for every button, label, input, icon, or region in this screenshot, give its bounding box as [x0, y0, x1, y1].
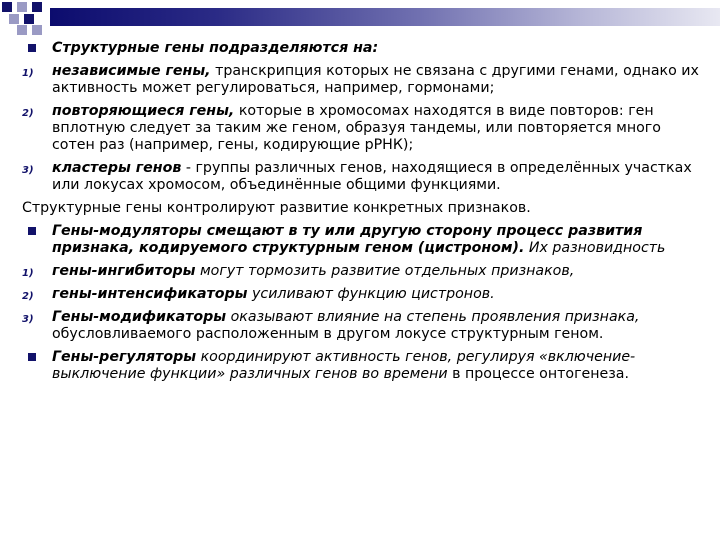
header-gradient-bar: [50, 8, 720, 26]
item-bold-text: кластеры генов: [52, 160, 182, 176]
decor-square: [17, 25, 27, 35]
list-item: [22, 349, 702, 383]
list-item: [22, 103, 702, 154]
item-italic-text: оказывают влияние на степень проявления признака,: [226, 309, 640, 325]
item-number: 2): [22, 108, 34, 119]
decor-square: [24, 14, 34, 24]
list-item: [22, 160, 702, 194]
list-item: [22, 309, 702, 343]
square-bullet-icon: [28, 44, 36, 52]
list-item: [22, 63, 702, 97]
decor-square: [17, 2, 27, 12]
item-number: 2): [22, 291, 34, 302]
item-text: в процессе онтогенеза.: [447, 366, 630, 382]
item-bold-text: гены-ингибиторы: [52, 263, 196, 279]
paragraph-text: Структурные гены контролируют развитие конкретных признаков.: [22, 200, 531, 216]
list-item: [22, 263, 702, 280]
square-bullet-icon: [28, 353, 36, 361]
list-item: [22, 40, 702, 57]
slide-header-decoration: [0, 0, 720, 36]
list-item: [22, 286, 702, 303]
item-italic-text: Их разновидность: [524, 240, 666, 256]
square-bullet-icon: [28, 227, 36, 235]
paragraph: [22, 200, 702, 217]
item-bold-text: гены-интенсификаторы: [52, 286, 248, 302]
item-text: обусловливаемого расположенным в другом локусе структурным геном.: [52, 326, 604, 342]
item-number: 1): [22, 268, 34, 279]
item-bold-text: Гены-модификаторы: [52, 309, 227, 325]
item-text: транскрипция которых не связана с другими генами, однако их активность может регулироваться, например, гормонами;: [52, 63, 699, 96]
item-bold-text: Гены-регуляторы: [52, 349, 197, 365]
decor-square: [9, 14, 19, 24]
item-bold-text: Структурные гены подразделяются на:: [52, 40, 379, 56]
list-item: [22, 223, 702, 257]
item-number: 3): [22, 314, 34, 325]
slide-content: [22, 40, 702, 389]
item-italic-text: координируют активность генов, регулируя «включение-выключение функции» различных генов во времени: [52, 349, 636, 382]
item-bold-text: Гены-модуляторы смещают в ту или другую сторону процесс развития признака, кодируемого структурным геном (цистроном).: [52, 223, 643, 256]
item-bold-text: повторяющиеся гены,: [52, 103, 235, 119]
item-text: - группы различных генов, находящиеся в определённых участках или локусах хромосом, объединённые общими функциями.: [52, 160, 692, 193]
item-bold-text: независимые гены,: [52, 63, 211, 79]
decor-square: [32, 25, 42, 35]
item-italic-text: могут тормозить развитие отдельных признаков,: [195, 263, 575, 279]
item-number: 3): [22, 165, 34, 176]
item-italic-text: усиливают функцию цистронов.: [247, 286, 495, 302]
item-number: 1): [22, 68, 34, 79]
decor-square: [32, 2, 42, 12]
decor-square: [2, 2, 12, 12]
item-text: которые в хромосомах находятся в виде повторов: ген вплотную следует за таким же геном, образуя тандемы, или повторяется много сотен раз (например, гены, кодирующие рРНК);: [52, 103, 661, 153]
